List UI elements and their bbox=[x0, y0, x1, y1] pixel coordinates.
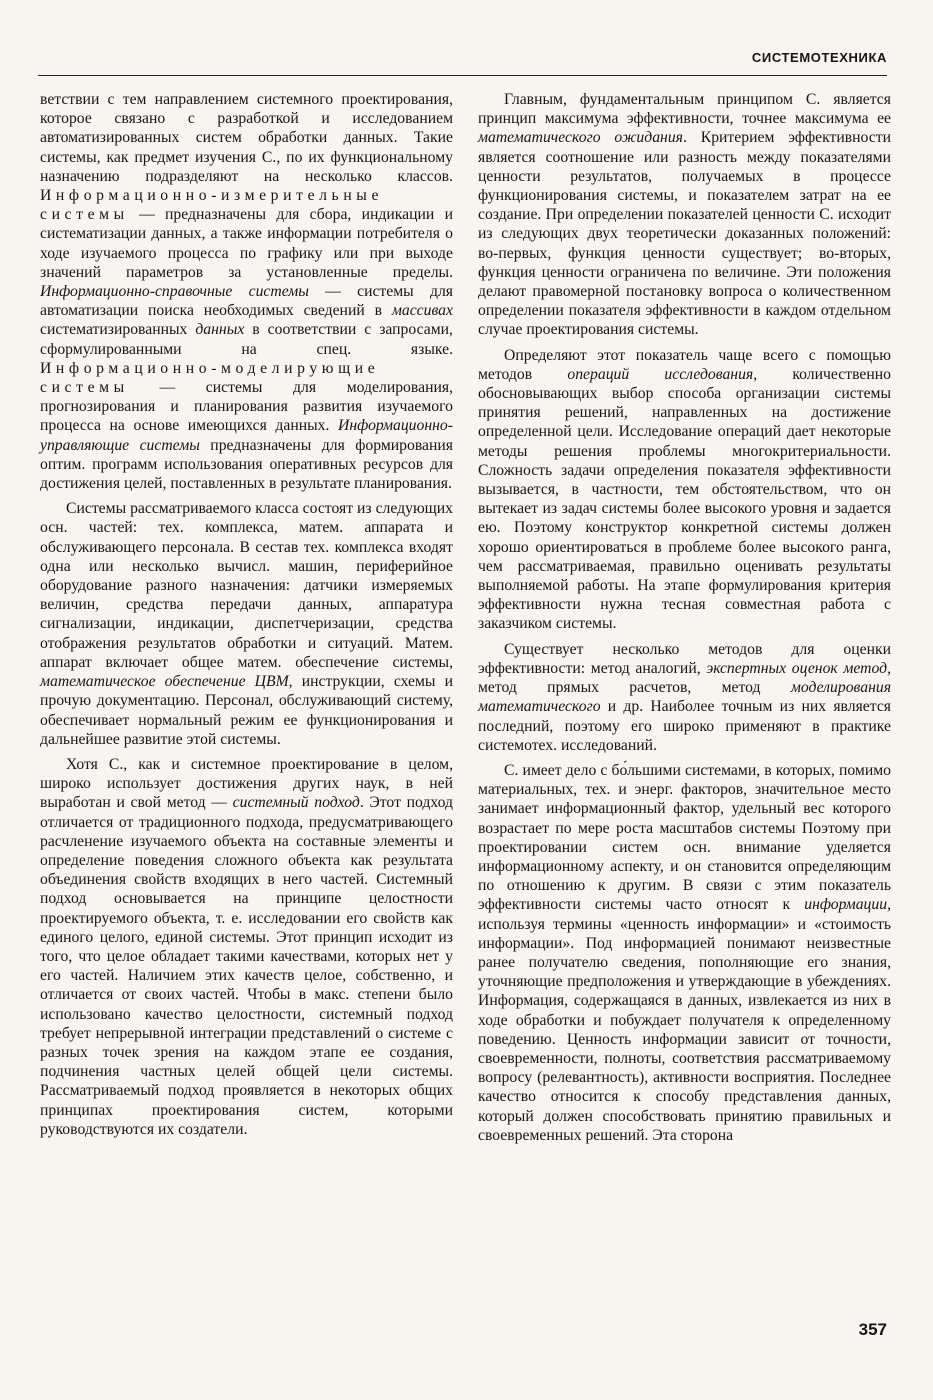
paragraph: Существует несколько методов для оценки эффективности: метод аналогий, экспертных оценок метод, метод прямых расчетов, метод моделирования математического и др. Наиболее точным из них является последний, поэтому его широко применяют в практике системотех. исследований. bbox=[478, 640, 892, 754]
paragraph: Главным, фундаментальным принципом С. является принцип максимума эффективности, точнее максимума ее математического ожидания. Критерием эффективности является соотношение или разность между показателями ценности результатов, получаемых в процессе функционирования системы, и показателем затрат на ее создание. При определении показателей ценности С. исходит из следующих двух теоретически доказанных положений: во-первых, функция ценности существует; во-вторых, функция ценности ограничена по величине. Эти положения делают правомерной постановку вопроса о количественном определении показателя эффективности в каждом отдельном случае проектирования системы. bbox=[478, 91, 891, 339]
term-italic: моделирования математического bbox=[478, 679, 891, 716]
paragraph: Системы рассматриваемого класса состоят из следующих осн. частей: тех. комплекса, матем. аппарата и обслуживающего персонала. В сестав тех. комплекса входят одна или несколько вычисл. машин, периферийное оборудование разного назначения: датчики измеряемых величин, средства передачи данных, аппаратура сигнализации, индикации, диспетчеризации, средства отображения результатов обработки и ситуаций. Матем. аппарат включает общее матем. обеспечение системы, математическое обеспечение ЦВМ, инструкции, схемы и прочую документацию. Персонал, обслуживающий систему, обеспечивает нормальный режим ее функционирования и дальнейшее развитие этой системы. bbox=[40, 500, 453, 748]
term-italic: операций исследования bbox=[567, 365, 754, 383]
paragraph: Хотя С., как и системное проектирование в целом, широко использует достижения других наук, в ней выработан и свой метод — системный подход. Этот подход отличается от традиционного подхода, предусматривающего расчленение изучаемого объекта на составные элементы и определение поведения сложного объекта как результата объединения свойств входящих в него частей. Системный подход основывается на принципе целостности проектируемого объекта, т. е. исследовании его свойств как единого целого, единой системы. Этот принцип исходит из того, что целое обладает такими качествами, которых нет у его частей. Наличием этих качеств целое, собственно, и отличается от своих частей. Чтобы в макс. степени было использовано качество целостности, системный подход требует непрерывной интеграции представлений о системе с разных точек зрения на каждом этапе ее создания, подчинения частных целей общей цели системы. Рассматриваемый подход проявляется в некоторых общих принципах проектирования систем, которыми руководствуются их создатели. bbox=[40, 755, 453, 1138]
running-header: СИСТЕМОТЕХНИКА bbox=[751, 50, 887, 65]
term-italic: математическое обеспечение ЦВМ bbox=[40, 673, 289, 691]
paragraph: С. имеет дело с бо́льшими системами, в которых, помимо материальных, тех. и энерг. факторов, значительное место занимает информационный фактор, удельный вес которого возрастает по мере роста масштабов системы Поэтому при проектировании систем осн. внимание уделяется информационному аспекту, и он становится определяющим по отношению к другим. В связи с этим показатель эффективности системы часто относят к информации, используя термины «ценность информации» и «стоимость информации». Под информацией понимают неизвестные ранее получателю сведения, пополняющие его знания, уточняющие предположения и утверждающие в убеждениях. Информация, содержащаяся в данных, извлекается из них в ходе обработки и побуждает получателя к определенному поведению. Ценность информации зависит от точности, своевременности, полноты, соответствия рассматриваемому вопросу (релевантность), активности восприятия. Последнее качество относится к способу представления данных, который должен способствовать принятию правильных и своевременных решений. Эта сторона bbox=[478, 761, 891, 1144]
page-number: 357 bbox=[858, 1320, 887, 1339]
right-column bbox=[478, 90, 891, 1151]
term-italic: информации bbox=[804, 896, 888, 914]
term-spaced: Информационно-моделирующие системы bbox=[40, 359, 380, 397]
term-italic: массивах bbox=[391, 302, 453, 320]
term-italic: Информационно-справочные системы bbox=[40, 283, 309, 301]
term-spaced: Информационно-измерительные системы bbox=[40, 187, 384, 224]
paragraph: ветствии с тем направлением системного проектирования, которое связано с разработкой и исследованием автоматизированных систем обработки данных. Такие системы, как предмет изучения С., по их функциональному назначению подразделяют на несколько классов. Информационно-измерительные системы — предназначены для сбора, индикации и систематизации данных, а также информации потребителя о ходе изучаемого процесса по графику или при выходе значений параметров за установленные пределы. Информационно-справочные системы — системы для автоматизации поиска необходимых сведений в массивах систематизированных данных в соответствии с запросами, сформулированными на спец. языке. Информационно-моделирующие системы — системы для моделирования, прогнозирования и планирования развития изучаемого процесса на основе имеющихся данных. Информационно-управляющие системы предназначены для формирования оптим. программ использования оперативных ресурсов для достижения целей, поставленных в результате планирования. bbox=[40, 91, 453, 493]
term-italic: экспертных оценок метод bbox=[706, 659, 888, 677]
paragraph: Определяют этот показатель чаще всего с помощью методов операций исследования, количественно обосновывающих выбор способа организации системы принятия решений, направленных на достижение определенной цели. Исследование операций дает некоторые методы решения проблемы многокритериальности. Сложность задачи определения показателя эффективности вызывается, в частности, тем обстоятельством, что он вытекает из задач системы более высокого уровня и задается ею. Поэтому конструктор конкретной системы должен хорошо ориентироваться в проблеме более высокого ранга, чем рассматриваемая, правильно оценивать результаты выполняемой работы. На этапе формулирования критерия эффективности нужна тесная совместная работа с заказчиком системы. bbox=[478, 346, 891, 633]
header-rule bbox=[38, 75, 887, 76]
term-italic: математического ожидания bbox=[478, 129, 683, 147]
term-italic: данных bbox=[195, 321, 245, 339]
left-column bbox=[40, 90, 453, 1145]
term-italic: Информационно-управляющие системы bbox=[40, 417, 453, 454]
term-italic: системный подход bbox=[232, 794, 360, 812]
